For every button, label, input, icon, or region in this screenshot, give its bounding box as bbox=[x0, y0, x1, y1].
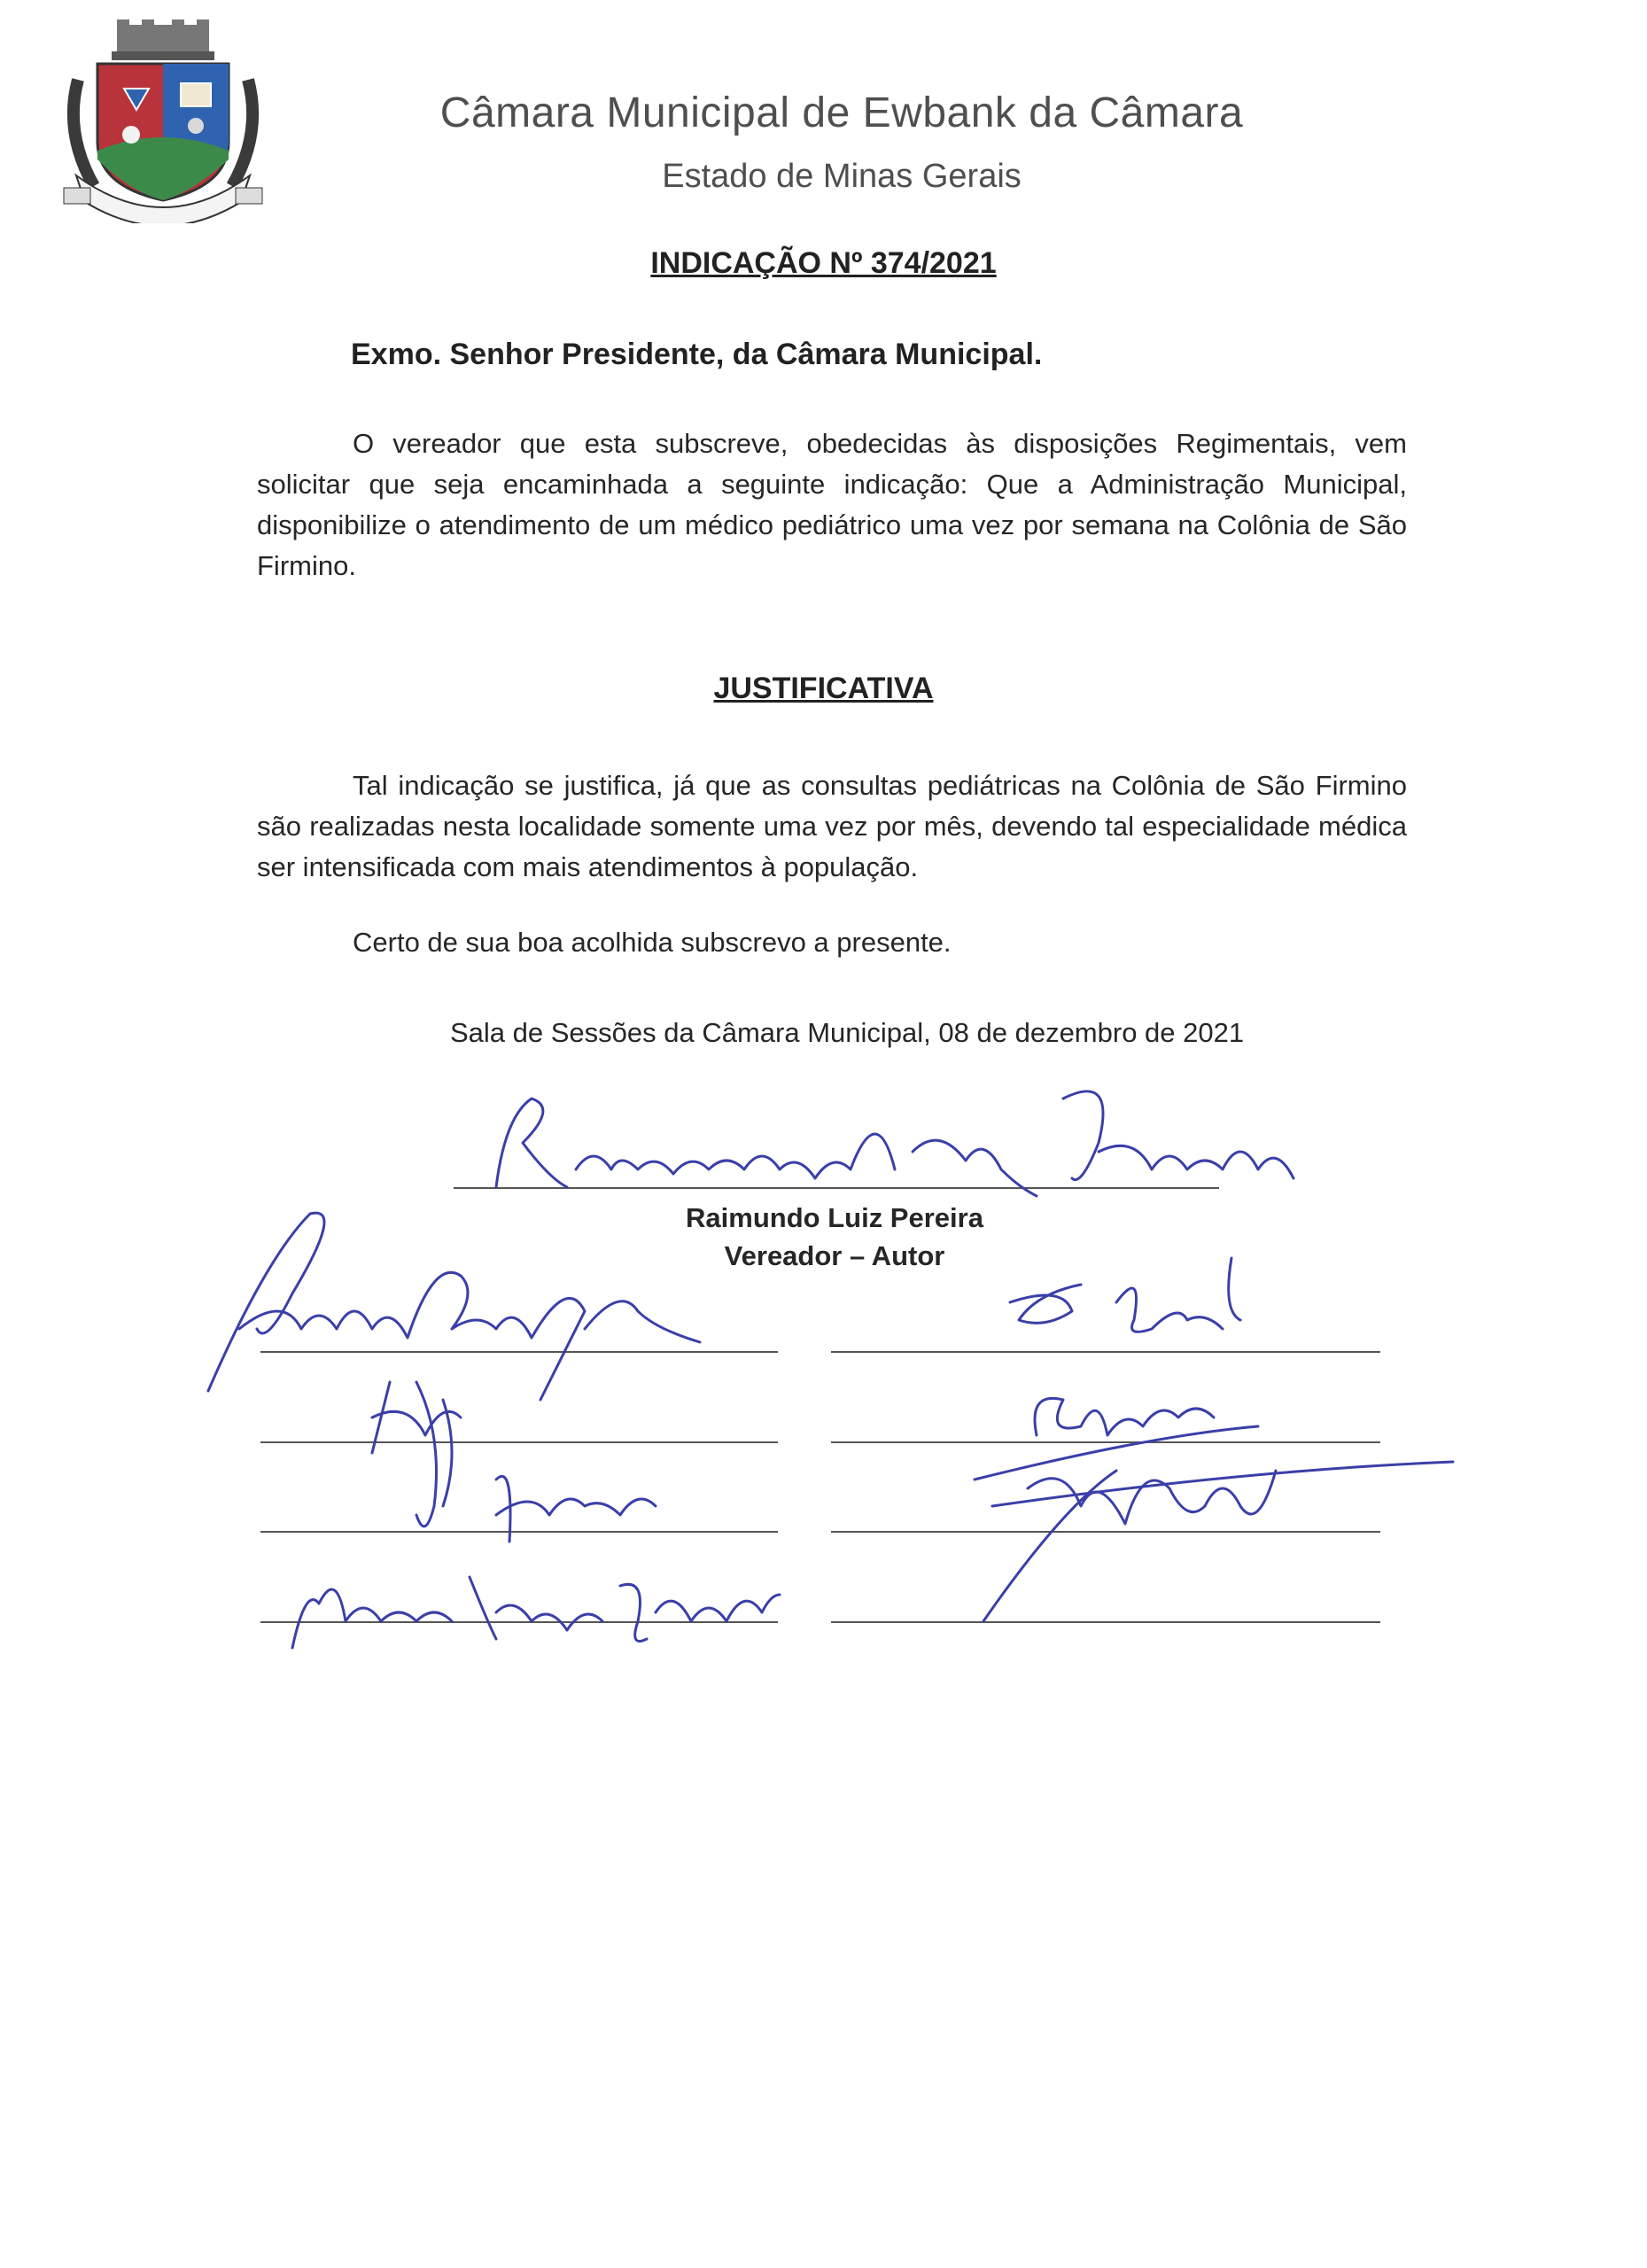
signature-line bbox=[831, 1351, 1380, 1353]
body-paragraph: O vereador que esta subscreve, obedecidas às disposições Regimentais, vem solicitar que seja encaminhada a seguinte indicação: Que a Administração Municipal, disponibilize o atendimento de um médico pediátrico uma vez por semana na Colônia de São Firmino. bbox=[257, 428, 1407, 581]
author-signature bbox=[496, 1091, 1294, 1196]
justification-heading: JUSTIFICATIVA bbox=[713, 672, 934, 705]
state-name: Estado de Minas Gerais bbox=[662, 158, 1022, 195]
signature-line bbox=[260, 1351, 778, 1353]
signature-stroke bbox=[975, 1398, 1453, 1506]
signature-line bbox=[831, 1531, 1380, 1533]
place-and-date: Sala de Sessões da Câmara Municipal, 08 de dezembro de 2021 bbox=[450, 1017, 1245, 1048]
signature-stroke bbox=[372, 1382, 461, 1526]
signature-line bbox=[260, 1621, 778, 1623]
salutation: Exmo. Senhor Presidente, da Câmara Municipal. bbox=[351, 338, 1043, 371]
council-name: Câmara Municipal de Ewbank da Câmara bbox=[439, 89, 1244, 136]
justification-paragraph: Tal indicação se justifica, já que as consultas pediátricas na Colônia de São Firmino são realizadas nesta localidade somente uma vez por mês, devendo tal especialidade médica ser intensificada com mais atendimentos à população. bbox=[257, 770, 1407, 882]
signature-line bbox=[260, 1531, 778, 1533]
signature-line bbox=[260, 1441, 778, 1443]
author-name: Raimundo Luiz Pereira bbox=[686, 1202, 983, 1233]
signature-stroke bbox=[292, 1577, 780, 1648]
signature-line bbox=[831, 1621, 1380, 1623]
author-signature-line bbox=[454, 1187, 1219, 1189]
document-number: INDICAÇÃO Nº 374/2021 bbox=[650, 246, 997, 280]
author-role: Vereador – Autor bbox=[724, 1240, 945, 1271]
signature-stroke bbox=[983, 1471, 1276, 1621]
signature-line bbox=[831, 1441, 1380, 1443]
coat-of-arms-icon bbox=[58, 18, 268, 223]
closing-sentence: Certo de sua boa acolhida subscrevo a presente. bbox=[353, 927, 952, 958]
